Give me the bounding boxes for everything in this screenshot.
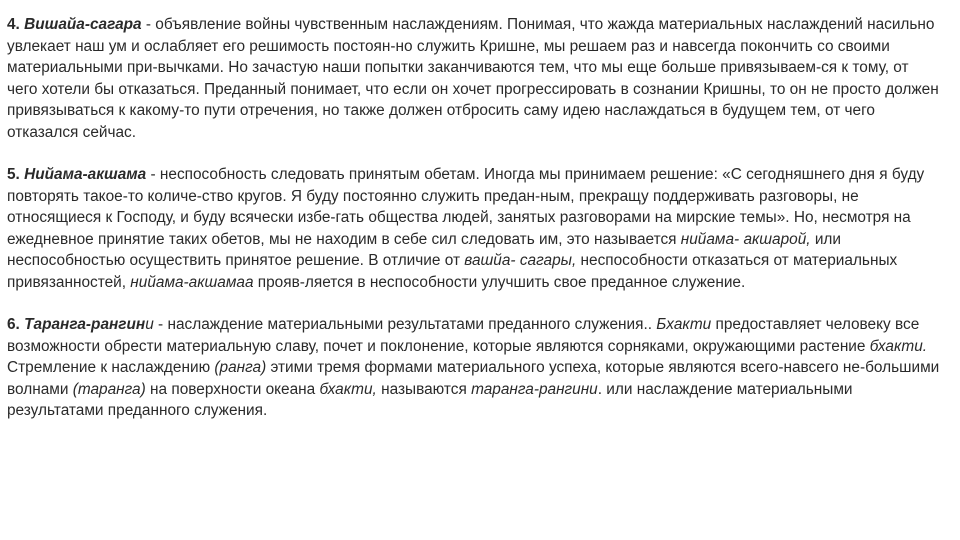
item-number: 5. [7, 166, 20, 183]
italic-term: бхакти. [869, 337, 928, 355]
paragraph-vishaya-sagara [7, 14, 942, 143]
paragraph-text: . или наслаждение материальными результатами преданного служения. [7, 380, 853, 419]
item-number: 4. [7, 16, 20, 33]
paragraph-text: предоставляет человеку все возможности обрести материальную славу, почет и поклонение, которые являются сорняками, окружающими растение [7, 316, 920, 355]
paragraph-text: неспособности отказаться от материальных привязанностей, [7, 252, 898, 291]
italic-term: (ранга) [214, 359, 267, 376]
paragraph-text: на поверхности океана [145, 380, 320, 398]
paragraph-text: прояв-ляется в неспособности улучшить свое преданное служение. [253, 273, 746, 291]
paragraph-text: - наслаждение материальными результатами преданного служения.. [153, 316, 657, 333]
paragraph-taranga-rangini [7, 314, 942, 422]
paragraph-niyama-akshama [7, 164, 942, 293]
term-niyama-akshama: Нийама-акшама [24, 166, 147, 183]
term-tail: и [145, 316, 154, 333]
paragraph-text: - неспособность следовать принятым обетам. Иногда мы принимаем решение: «С сегодняшнего дня я буду повторять такое-то количе-ство кругов. Я буду постоянно служить предан-ным, прекращу поддерживать разговоры, не относящиеся к Господу, и буду всячески избе-гать общества людей, занятых разговорами на мирские темы». Но, несмотря на ежедневное принятие таких обетов, мы не находим в себе сил следовать им, это называется [7, 166, 925, 248]
italic-term: Бхакти [656, 316, 712, 333]
term-vishaya-sagara: Вишайа-сагара [24, 16, 142, 33]
italic-term: нийама-акшамаа [130, 273, 254, 291]
italic-term: нийама- акшарой, [680, 230, 811, 248]
paragraph-text: - объявление войны чувственным наслаждениям. Понимая, что жажда материальных наслаждений насильно увлекает наш ум и ослабляет его решимость постоян-но служить Кришне, мы решаем раз и навсегда покончить со своими материальными при-вычками. Но зачастую наши попытки заканчиваются тем, что мы еще больше привязываем-ся к тому, от чего хотели бы отказаться. Преданный понимает, что если он хочет прогрессировать в сознании Кришны, то он не просто должен привязываться к какому-то пути отречения, но также должен отбросить саму идею наслаждаться в будущем тем, от чего отказался сейчас. [7, 16, 939, 141]
paragraph-text: называются [376, 380, 472, 398]
italic-term: вашйа- сагары, [464, 252, 577, 269]
italic-term: (таранга) [72, 380, 146, 398]
item-number: 6. [7, 316, 20, 333]
italic-term: таранга-рангини [471, 380, 598, 398]
paragraph-text: Стремление к наслаждению [7, 359, 215, 376]
italic-term: бхакти, [319, 380, 377, 398]
paragraph-text: этими тремя формами материального успеха, которые являются всего-навсего не-большими волнами [7, 359, 940, 398]
paragraph-text: или неспособностью осуществить принятое решение. В отличие от [7, 230, 842, 269]
term-taranga-rangini: Таранга-рангин [24, 316, 146, 333]
